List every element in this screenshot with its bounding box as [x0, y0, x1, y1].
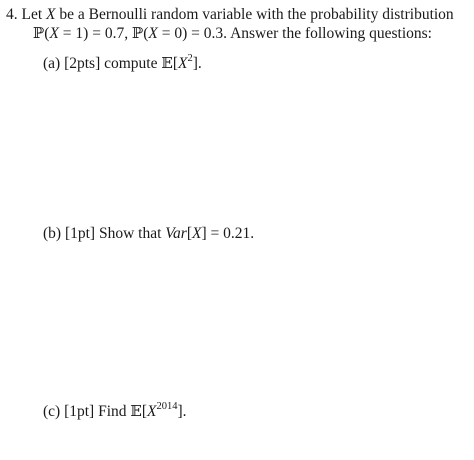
intro-word: Let — [21, 6, 43, 23]
dist-eq-1: = 1) = 0.7, — [58, 25, 132, 42]
part-c-bracket-close: ]. — [177, 403, 187, 420]
dist-var-1: X — [49, 25, 59, 42]
part-a-bracket-open: [ — [172, 55, 178, 72]
part-b-var: X — [192, 225, 202, 242]
random-variable: X — [46, 6, 56, 23]
dist-var-2: X — [148, 25, 158, 42]
problem-statement-line-1 — [6, 6, 454, 24]
part-c-var: X — [147, 403, 157, 420]
part-b-label: (b) — [43, 225, 62, 242]
probability-symbol-2: ℙ — [131, 24, 144, 42]
part-a-text: compute — [104, 55, 158, 72]
part-c-expectation-symbol: 𝔼 — [130, 402, 142, 420]
part-a-bracket-close: ]. — [192, 55, 202, 72]
part-b-points: [1pt] — [64, 225, 96, 242]
part-a-expectation-symbol: 𝔼 — [161, 54, 173, 72]
intro-rest: be a Bernoulli random variable with the probability distribution — [59, 6, 454, 23]
part-a — [43, 54, 202, 73]
part-b-equals: = 0.21. — [206, 225, 255, 242]
part-b-bracket-close: ] — [201, 225, 207, 242]
part-c-points: [1pt] — [64, 403, 95, 420]
part-a-points: [2pts] — [64, 55, 101, 72]
part-b — [43, 225, 254, 243]
part-c-bracket-open: [ — [141, 403, 148, 420]
part-b-bracket-open: [ — [186, 225, 192, 242]
instruction-text: Answer the following questions: — [230, 25, 432, 42]
problem-number: 4. — [6, 6, 18, 23]
part-b-text: Show that — [98, 225, 162, 242]
problem-statement-line-2 — [33, 24, 432, 43]
part-c — [43, 402, 187, 421]
part-a-var: X — [177, 55, 188, 72]
dist-open-2: ( — [143, 25, 149, 42]
part-a-label: (a) — [43, 55, 61, 72]
part-c-label: (c) — [43, 403, 61, 420]
part-c-text: Find — [98, 403, 127, 420]
part-b-var-name: Var — [165, 225, 187, 242]
part-c-exponent: 2014 — [156, 400, 178, 412]
probability-symbol: ℙ — [33, 24, 45, 42]
part-a-exponent: 2 — [187, 52, 193, 64]
dist-eq-2: = 0) = 0.3. — [157, 25, 228, 42]
dist-open-1: ( — [44, 25, 50, 42]
